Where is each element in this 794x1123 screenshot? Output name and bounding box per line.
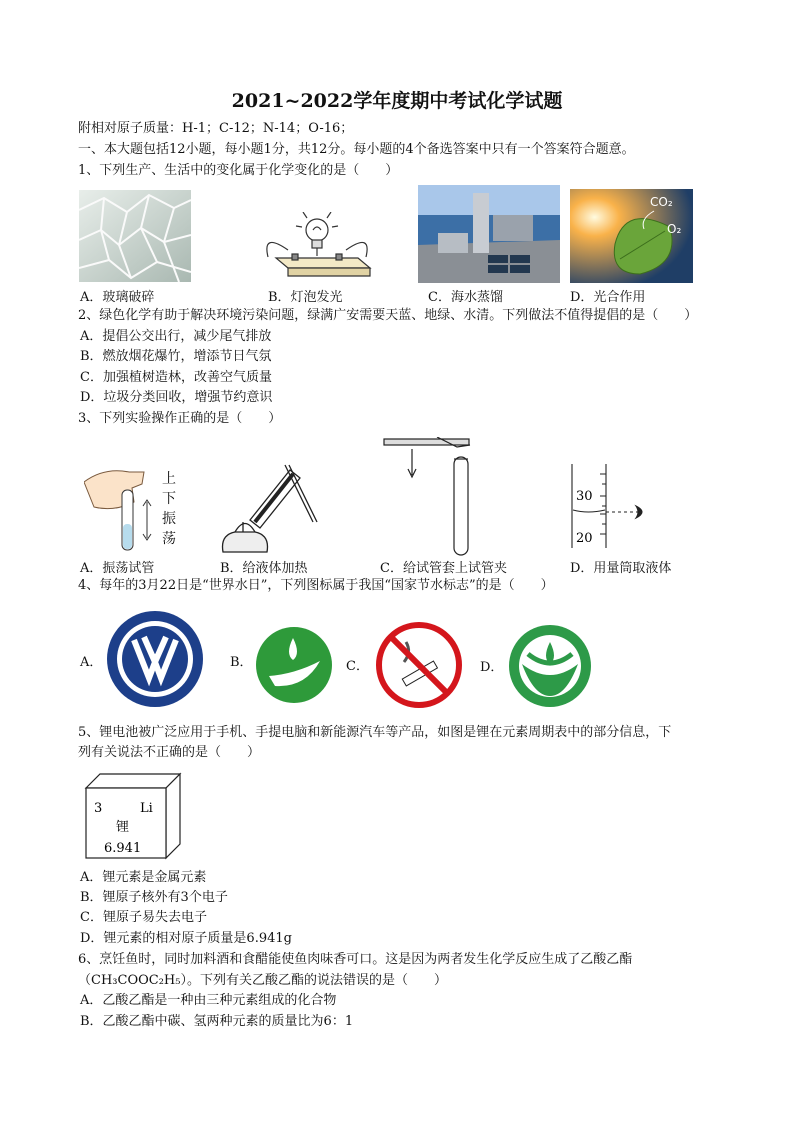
q3-stem: 3、下列实验操作正确的是（ ） xyxy=(78,411,282,426)
q3-option-a: A．振荡试管 xyxy=(80,561,155,576)
section-heading: 一、本大题包括12小题，每小题1分，共12分。每小题的4个备选答案中只有一个答案符合题意。 xyxy=(78,142,635,157)
shake-text-3: 振 xyxy=(162,511,176,527)
q6-option-b: B．乙酸乙酯中碳、氢两种元素的质量比为6：1 xyxy=(80,1014,354,1029)
light-bulb-circuit-image xyxy=(258,212,376,280)
q4-letter-c: C． xyxy=(346,659,369,674)
cylinder-mark-20: 20 xyxy=(576,531,593,546)
element-mass: 6.941 xyxy=(104,841,142,856)
q6-stem-line1: 6、烹饪鱼时，同时加料酒和食醋能使鱼肉味香可口。这是因为两者发生化学反应生成了乙酸乙酯 xyxy=(78,952,633,967)
q6-option-a: A．乙酸乙酯是一种由三种元素组成的化合物 xyxy=(80,993,337,1008)
q5-stem-line1: 5、锂电池被广泛应用于手机、手提电脑和新能源汽车等产品，如图是锂在元素周期表中的部分信息，下 xyxy=(78,725,672,740)
shake-text-4: 荡 xyxy=(162,531,176,547)
measuring-cylinder-figure xyxy=(570,464,652,548)
q3-option-c: C．给试管套上试管夹 xyxy=(380,561,507,576)
q1-option-c: C．海水蒸馏 xyxy=(428,290,503,305)
q3-option-d: D．用量筒取液体 xyxy=(570,561,672,576)
q1-option-a: A．玻璃破碎 xyxy=(80,290,155,305)
q5-option-b: B．锂原子核外有3个电子 xyxy=(80,890,228,905)
q1-option-b: B．灯泡发光 xyxy=(268,290,343,305)
q4-letter-d: D． xyxy=(480,660,504,675)
q1-option-d: D．光合作用 xyxy=(570,290,646,305)
photosynthesis-image xyxy=(570,189,693,283)
shake-text-2: 下 xyxy=(162,491,176,507)
q5-option-c: C．锂原子易失去电子 xyxy=(80,910,207,925)
q2-option-b: B．燃放烟花爆竹，增添节日气氛 xyxy=(80,349,272,364)
element-symbol: Li xyxy=(140,801,153,816)
q5-option-a: A．锂元素是金属元素 xyxy=(80,870,207,885)
q4-letter-a: A． xyxy=(80,655,103,670)
q4-letter-b: B． xyxy=(230,655,253,670)
lithium-element-cell xyxy=(84,772,184,862)
element-name: 锂 xyxy=(116,820,130,835)
no-smoking-icon xyxy=(376,622,462,708)
q5-option-d: D．锂元素的相对原子质量是6.941g xyxy=(80,931,292,946)
page-title: 2021~2022学年度期中考试化学试题 xyxy=(231,90,563,112)
shake-text-1: 上 xyxy=(162,471,176,487)
co2-label: CO₂ xyxy=(650,195,673,209)
test-tube-clamp-figure xyxy=(382,437,482,559)
q2-option-d: D．垃圾分类回收，增强节约意识 xyxy=(80,390,273,405)
heating-liquid-figure xyxy=(215,460,320,556)
seawater-distillation-plant-image xyxy=(418,185,560,283)
water-drop-green-icon xyxy=(255,626,333,704)
q4-stem: 4、每年的3月22日是“世界水日”，下列图标属于我国“国家节水标志”的是（ ） xyxy=(78,578,554,593)
q3-option-b: B．给液体加热 xyxy=(220,561,308,576)
q2-stem: 2、绿色化学有助于解决环境污染问题，绿满广安需要天蓝、地绿、水清。下列做法不值得提倡的是（ ） xyxy=(78,308,698,323)
q2-option-a: A．提倡公交出行，减少尾气排放 xyxy=(80,329,272,344)
cylinder-mark-30: 30 xyxy=(576,489,593,504)
q1-stem: 1、下列生产、生活中的变化属于化学变化的是（ ） xyxy=(78,163,399,178)
element-number: 3 xyxy=(94,801,103,816)
q2-option-c: C．加强植树造林，改善空气质量 xyxy=(80,370,272,385)
shaking-test-tube-figure xyxy=(84,462,154,554)
atomic-mass-line: 附相对原子质量：H-1；C-12；N-14；O-16； xyxy=(78,121,354,136)
q6-stem-line2: （CH₃COOC₂H₅）。下列有关乙酸乙酯的说法错误的是（ ） xyxy=(78,973,447,988)
q5-stem-line2: 列有关说法不正确的是（ ） xyxy=(78,745,261,760)
broken-glass-image xyxy=(79,190,191,282)
water-saving-mark-icon xyxy=(508,624,592,708)
o2-label: O₂ xyxy=(667,222,682,236)
vw-logo-icon xyxy=(106,610,204,708)
